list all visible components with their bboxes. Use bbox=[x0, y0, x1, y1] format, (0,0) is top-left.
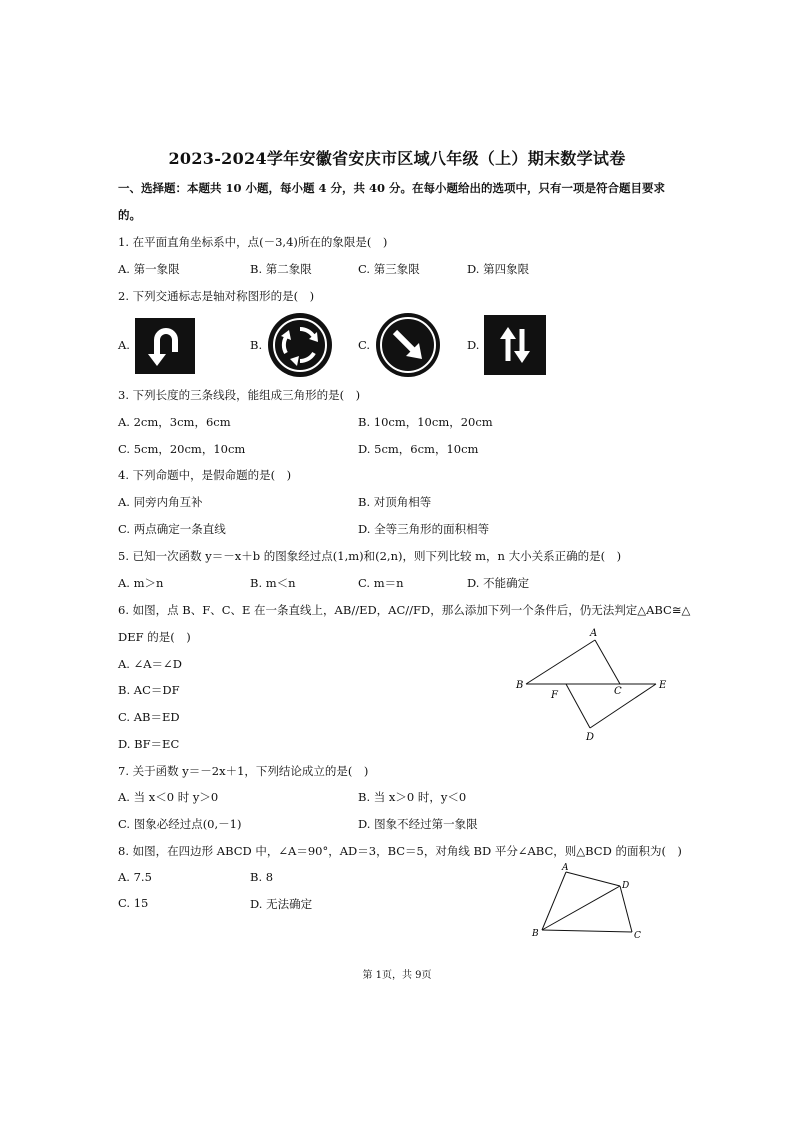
q5-option-c: C. m＝n bbox=[358, 576, 404, 590]
q6-label-f: F bbox=[551, 690, 558, 701]
q4-option-c: C. 两点确定一条直线 bbox=[118, 522, 226, 536]
q3-option-d: D. 5cm，6cm，10cm bbox=[358, 442, 479, 456]
q4-option-b: B. 对顶角相等 bbox=[358, 495, 432, 509]
roundabout-sign-icon bbox=[267, 312, 333, 378]
q1-option-d: D. 第四象限 bbox=[467, 262, 530, 276]
q6-option-a: A. ∠A＝∠D bbox=[118, 657, 182, 671]
q8-option-b: B. 8 bbox=[250, 870, 274, 884]
q8-label-a: A bbox=[562, 863, 569, 873]
q8-label-d: D bbox=[622, 881, 630, 891]
q6-option-b: B. AC＝DF bbox=[118, 683, 180, 697]
question-7-stem: 7. 关于函数 y＝－2x＋1，下列结论成立的是( ) bbox=[118, 764, 369, 778]
q3-option-c: C. 5cm，20cm，10cm bbox=[118, 442, 246, 456]
q2-label-b: B. bbox=[250, 338, 263, 352]
q1-option-a: A. 第一象限 bbox=[118, 262, 180, 276]
q7-option-a: A. 当 x＜0 时 y＞0 bbox=[118, 790, 219, 804]
q8-option-d: D. 无法确定 bbox=[250, 897, 313, 911]
q6-geometry-figure bbox=[510, 622, 680, 744]
question-2-stem: 2. 下列交通标志是轴对称图形的是( ) bbox=[118, 289, 315, 303]
q8-option-c: C. 15 bbox=[118, 896, 149, 910]
question-5-stem: 5. 已知一次函数 y＝－x＋b 的图象经过点(1,m)和(2,n)，则下列比较 m，n 大小关系正确的是( ) bbox=[118, 549, 622, 563]
q2-label-c: C. bbox=[358, 338, 371, 352]
q6-label-b: B bbox=[516, 680, 524, 691]
q6-option-c: C. AB＝ED bbox=[118, 710, 180, 724]
q4-option-a: A. 同旁内角互补 bbox=[118, 495, 203, 509]
q5-option-a: A. m＞n bbox=[118, 576, 164, 590]
q6-label-c: C bbox=[614, 686, 622, 697]
q6-label-a: A bbox=[590, 628, 598, 639]
q8-option-a: A. 7.5 bbox=[118, 870, 152, 884]
q3-option-a: A. 2cm，3cm，6cm bbox=[118, 415, 231, 429]
q2-label-d: D. bbox=[467, 338, 480, 352]
q3-option-b: B. 10cm，10cm，20cm bbox=[358, 415, 493, 429]
q4-option-d: D. 全等三角形的面积相等 bbox=[358, 522, 490, 536]
q7-option-b: B. 当 x＞0 时，y＜0 bbox=[358, 790, 467, 804]
q7-option-c: C. 图象必经过点(0,－1) bbox=[118, 817, 242, 831]
q7-option-d: D. 图象不经过第一象限 bbox=[358, 817, 478, 831]
question-6-stem-cont: DEF 的是( ) bbox=[118, 630, 191, 644]
page-footer: 第 1页，共 9页 bbox=[362, 970, 432, 981]
q1-option-b: B. 第二象限 bbox=[250, 262, 312, 276]
q8-geometry-figure bbox=[528, 860, 656, 942]
q1-option-c: C. 第三象限 bbox=[358, 262, 420, 276]
q6-label-e: E bbox=[659, 680, 667, 691]
question-1-stem: 1. 在平面直角坐标系中，点(－3,4)所在的象限是( ) bbox=[118, 235, 388, 249]
question-8-stem: 8. 如图，在四边形 ABCD 中，∠A＝90°，AD＝3，BC＝5，对角线 BD 平分∠ABC，则△BCD 的面积为( ) bbox=[118, 844, 682, 858]
question-3-stem: 3. 下列长度的三条线段，能组成三角形的是( ) bbox=[118, 388, 361, 402]
u-turn-sign-icon bbox=[135, 318, 195, 374]
page-title: 2023-2024学年安徽省安庆市区域八年级（上）期末数学试卷 bbox=[168, 149, 626, 168]
q2-label-a: A. bbox=[118, 338, 130, 352]
question-6-stem: 6. 如图，点 B、F、C、E 在一条直线上，AB//ED，AC//FD，那么添加下列一个条件后，仍无法判定△ABC≅△ bbox=[118, 603, 691, 617]
question-4-stem: 4. 下列命题中，是假命题的是( ) bbox=[118, 468, 292, 482]
q5-option-d: D. 不能确定 bbox=[467, 576, 530, 590]
q8-label-b: B bbox=[532, 929, 539, 939]
q6-label-d: D bbox=[586, 732, 595, 743]
section-header: 一、选择题：本题共 10 小题，每小题 4 分，共 40 分。在每小题给出的选项中，只有一项是符合题目要求 bbox=[118, 181, 666, 195]
q8-label-c: C bbox=[634, 931, 641, 941]
diagonal-arrow-sign-icon bbox=[375, 312, 441, 378]
section-header-cont: 的。 bbox=[118, 208, 141, 222]
two-way-traffic-sign-icon bbox=[484, 315, 546, 375]
q5-option-b: B. m＜n bbox=[250, 576, 296, 590]
q6-option-d: D. BF＝EC bbox=[118, 737, 180, 751]
